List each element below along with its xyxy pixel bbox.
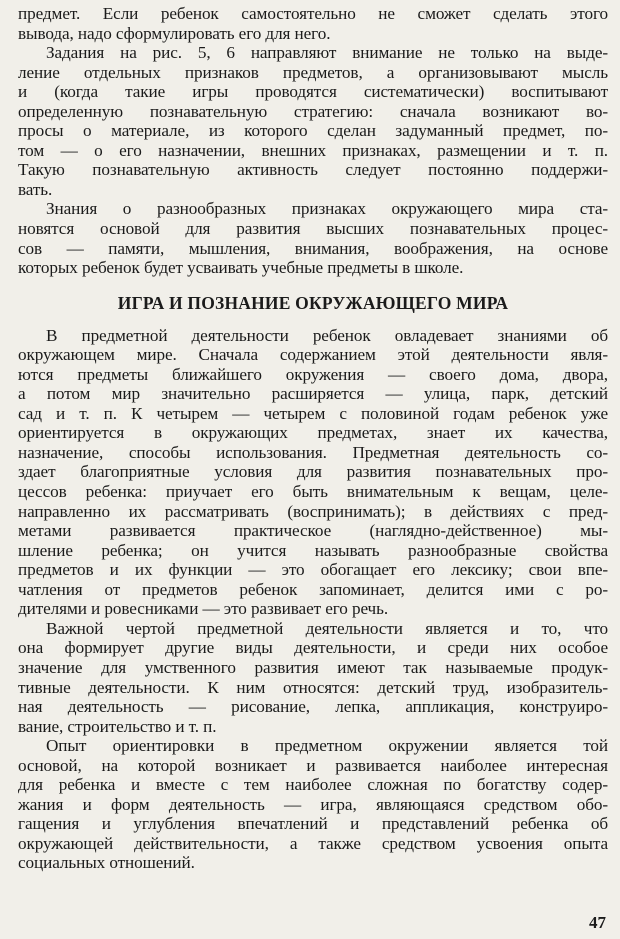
text-line: жания и форм деятельность — игра, являющаяся средством обо- <box>18 794 608 814</box>
text-line: метами развивается практическое (наглядно-действенное) мы- <box>18 521 608 541</box>
text-line: окружающей действительности, а также средством усвоения опыта <box>18 833 608 853</box>
text-line: Важной чертой предметной деятельности является и то, что <box>46 618 608 638</box>
text-line: ориентируется в окружающих предметах, знает их качества, <box>18 423 608 443</box>
text-line: сад и т. п. К четырем — четырем с половиной годам ребенок уже <box>18 403 608 423</box>
text-line: ная деятельность — рисование, лепка, аппликация, конструиро- <box>18 697 608 717</box>
paragraph <box>18 326 608 619</box>
text-line: вать. <box>18 179 53 199</box>
text-line: гащения и углубления впечатлений и представлений ребенка об <box>18 814 608 834</box>
text-line: Знания о разнообразных признаках окружающего мира ста- <box>46 199 608 219</box>
paragraph <box>18 619 608 736</box>
text-line: предмет. Если ребенок самостоятельно не сможет сделать этого <box>18 4 608 23</box>
text-line: дителями и ровесниками — это развивает его речь. <box>18 599 389 619</box>
text-line: здает благоприятные условия для развития познавательных про- <box>18 462 608 482</box>
text-line: новятся основой для развития высших познавательных процес- <box>18 219 608 239</box>
text-line: чатления от предметов ребенок запоминает, делится ими с ро- <box>18 579 608 599</box>
text-line: а потом мир значительно расширяется — улица, парк, детский <box>18 384 608 404</box>
text-line: для ребенка и вместе с тем наиболее сложная по богатству содер- <box>18 775 608 795</box>
paragraph <box>18 43 608 199</box>
paragraph <box>18 4 608 43</box>
text-line: она формирует другие виды деятельности, и среди них особое <box>18 638 608 658</box>
text-line: вывода, надо сформулировать его для него. <box>18 23 331 43</box>
text-line: вание, строительство и т. п. <box>18 716 217 736</box>
text-line: основой, на которой возникает и развивается наиболее интересная <box>18 755 608 775</box>
text-line: назначение, способы использования. Предметная деятельность со- <box>18 442 608 462</box>
text-line: социальных отношений. <box>18 853 195 873</box>
text-line: Такую познавательную активность следует постоянно поддержи- <box>18 160 608 180</box>
text-line: и (когда такие игры проводятся систематически) воспитывают <box>18 82 608 102</box>
section-heading: ИГРА И ПОЗНАНИЕ ОКРУЖАЮЩЕГО МИРА <box>117 292 509 313</box>
paragraph <box>18 736 608 873</box>
text-line: сов — памяти, мышления, внимания, воображения, на основе <box>18 238 608 258</box>
text-line: окружающем мире. Сначала содержанием этой деятельности явля- <box>18 345 608 365</box>
text-block-after-heading <box>18 326 608 873</box>
text-line: В предметной деятельности ребенок овладевает знаниями об <box>46 325 608 345</box>
text-line: ление отдельных признаков предметов, а организовывают мысль <box>18 62 608 82</box>
text-line: направленно их рассматривать (воспринимать); в действиях с пред- <box>18 501 608 521</box>
text-line: определенную познавательную стратегию: сначала возникают во- <box>18 101 608 121</box>
text-block-before-heading <box>18 4 608 278</box>
text-line: тивные деятельности. К ним относятся: детский труд, изобразитель- <box>18 677 608 697</box>
text-line: Задания на рис. 5, 6 направляют внимание не только на выде- <box>46 43 608 63</box>
text-line: том — о его назначении, внешних признаках, размещении и т. п. <box>18 140 608 160</box>
paragraph <box>18 199 608 277</box>
text-line: значение для умственного развития имеют так называемые продук- <box>18 657 608 677</box>
text-line: ются предметы ближайшего окружения — своего дома, двора, <box>18 364 608 384</box>
page-number: 47 <box>589 913 606 932</box>
text-line: предметов и их функции — это обогащает его лексику; свои впе- <box>18 560 608 580</box>
text-line: просы о материале, из которого сделан задуманный предмет, по- <box>18 121 608 141</box>
text-line: шление ребенка; он учится называть разнообразные свойства <box>18 540 608 560</box>
text-line: которых ребенок будет усваивать учебные предметы в школе. <box>18 258 464 278</box>
text-line: цессов ребенка: приучает его быть внимательным к вещам, целе- <box>18 482 608 502</box>
text-line: Опыт ориентировки в предметном окружении является той <box>46 736 608 756</box>
